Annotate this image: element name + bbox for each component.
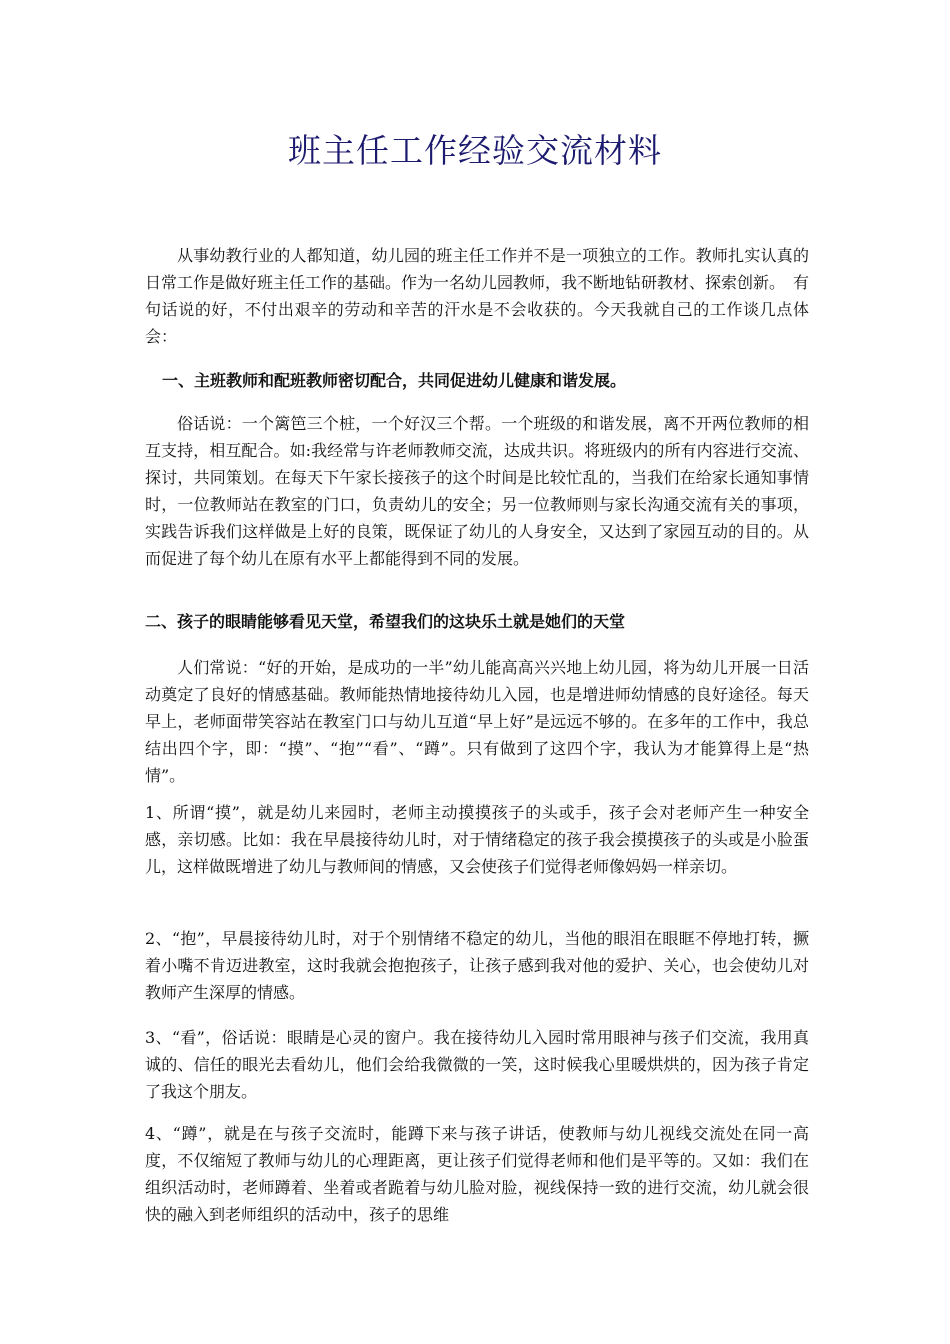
list-item-1: 1、所谓“摸”，就是幼儿来园时，老师主动摸摸孩子的头或手，孩子会对老师产生一种安全感，亲切感。比如：我在早晨接待幼儿时，对于情绪稳定的孩子我会摸摸孩子的头或是小脸蛋儿，这样做既增进了幼儿与教师间的情感，又会使孩子们觉得老师像妈妈一样亲切。 (145, 803, 809, 876)
section-heading-2: 二、孩子的眼睛能够看见天堂，希望我们的这块乐土就是她们的天堂 (145, 612, 626, 631)
intro-paragraph: 从事幼教行业的人都知道，幼儿园的班主任工作并不是一项独立的工作。教师扎实认真的日常工作是做好班主任工作的基础。作为一名幼儿园教师，我不断地钻研教材、探索创新。 有句话说的好，不付出艰辛的劳动和辛苦的汗水是不会收获的。今天我就自己的工作谈几点体会： (145, 246, 810, 346)
section-heading-1: 一、主班教师和配班教师密切配合，共同促进幼儿健康和谐发展。 (162, 371, 627, 390)
document-title: 班主任工作经验交流材料 (288, 131, 662, 170)
section-2-paragraph: 人们常说：“好的开始，是成功的一半”幼儿能高高兴兴地上幼儿园，将为幼儿开展一日活动奠定了良好的情感基础。教师能热情地接待幼儿入园，也是增进师幼情感的良好途径。每天早上，老师面带笑容站在教室门口与幼儿互道“早上好”是远远不够的。在多年的工作中，我总结出四个字，即：“摸”、“抱”“看”、“蹲”。只有做到了这四个字，我认为才能算得上是“热情”。 (145, 658, 809, 785)
list-item-2: 2、“抱”，早晨接待幼儿时，对于个别情绪不稳定的幼儿，当他的眼泪在眼眶不停地打转，撅着小嘴不肯迈进教室，这时我就会抱抱孩子，让孩子感到我对他的爱护、关心，也会使幼儿对教师产生深厚的情感。 (145, 929, 809, 1002)
list-item-4: 4、“蹲”，就是在与孩子交流时，能蹲下来与孩子讲话，使教师与幼儿视线交流处在同一高度，不仅缩短了教师与幼儿的心理距离，更让孩子们觉得老师和他们是平等的。又如：我们在组织活动时，老师蹲着、坐着或者跪着与幼儿脸对脸，视线保持一致的进行交流，幼儿就会很快的融入到老师组织的活动中，孩子的思维 (145, 1124, 809, 1224)
section-1-paragraph: 俗话说：一个篱笆三个桩，一个好汉三个帮。一个班级的和谐发展，离不开两位教师的相互支持，相互配合。如:我经常与许老师教师交流，达成共识。将班级内的所有内容进行交流、探讨，共同策划。在每天下午家长接孩子的这个时间是比较忙乱的，当我们在给家长通知事情时，一位教师站在教室的门口，负责幼儿的安全；另一位教师则与家长沟通交流有关的事项，实践告诉我们这样做是上好的良策，既保证了幼儿的人身安全，又达到了家园互动的目的。从而促进了每个幼儿在原有水平上都能得到不同的发展。 (145, 414, 809, 568)
list-item-3: 3、“看”，俗话说：眼睛是心灵的窗户。我在接待幼儿入园时常用眼神与孩子们交流，我用真诚的、信任的眼光去看幼儿，他们会给我微微的一笑，这时候我心里暖烘烘的，因为孩子肯定了我这个朋友。 (145, 1028, 809, 1101)
